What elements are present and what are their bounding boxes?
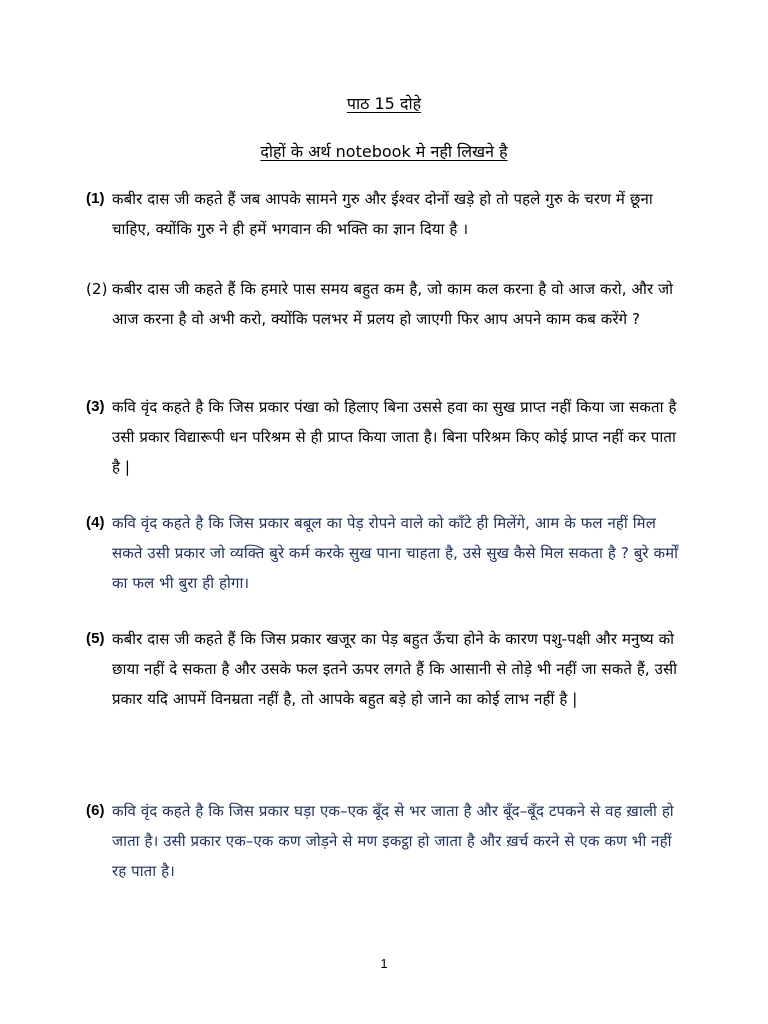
doha-number: (4) xyxy=(86,514,105,531)
page-title-text: पाठ 15 दोहे xyxy=(346,94,422,113)
doha-meaning-text: कवि वृंद कहते है कि जिस प्रकार पंखा को हिलाए बिना उससे हवा का सुख प्राप्त नहीं किया जा सकता है उसी प्रकार विद्यारूपी धन परिश्रम से ही प्राप्त किया जाता है। बिना परिश्रम किए कोई प्राप्त नहीं कर पाता है | xyxy=(112,398,677,476)
doha-meaning-text: कबीर दास जी कहते हैं कि हमारे पास समय बहुत कम है, जो काम कल करना है वो आज करो, और जो आज करना है वो अभी करो, क्योंकि पलभर में प्रलय हो जाएगी फिर आप अपने काम कब करेंगे ? xyxy=(112,280,674,328)
doha-item-5 xyxy=(86,624,684,714)
doha-number: (2) xyxy=(86,280,108,298)
doha-meaning-text: कवि वृंद कहते है कि जिस प्रकार बबूल का पेड़ रोपने वाले को काँटे ही मिलेंगे, आम के फल नहीं मिल सकते उसी प्रकार जो व्यक्ति बुरे कर्म करके सुख पाना चाहता है, उसे सुख कैसे मिल सकता है ? बुरे कर्मों का फल भी बुरा ही होगा। xyxy=(112,514,679,592)
page-subtitle-text: दोहों के अर्थ notebook मे नही लिखने है xyxy=(260,142,508,161)
doha-meaning-text: कबीर दास जी कहते हैं कि जिस प्रकार खजूर का पेड़ बहुत ऊँचा होने के कारण पशु-पक्षी और मनुष्य को छाया नहीं दे सकता है और उसके फल इतने ऊपर लगते हैं कि आसानी से तोड़े भी नहीं जा सकते हैं, उसी प्रकार यदि आपमें विनम्रता नहीं है, तो आपके बहुत बड़े हो जाने का कोई लाभ नहीं है | xyxy=(112,630,678,708)
doha-item-4 xyxy=(86,508,684,598)
doha-meaning-text: कवि वृंद कहते है कि जिस प्रकार घड़ा एक–एक बूँद से भर जाता है और बूँद–बूँद टपकने से वह ख़ाली हो जाता है। उसी प्रकार एक–एक कण जोड़ने से मण इकट्ठा हो जाता है और ख़र्च करने से एक कण भी नहीं रह पाता है। xyxy=(112,802,674,880)
page-subtitle xyxy=(0,140,768,164)
doha-meaning-text: कबीर दास जी कहते हैं जब आपके सामने गुरु और ईश्वर दोनों खड़े हो तो पहले गुरु के चरण में छूना चाहिए, क्योंकि गुरु ने ही हमें भगवान की भक्ति का ज्ञान दिया है । xyxy=(112,190,653,238)
page-title xyxy=(0,92,768,116)
doha-item-6 xyxy=(86,796,684,886)
doha-number: (6) xyxy=(86,802,105,819)
doha-number: (3) xyxy=(86,398,105,415)
doha-item-2 xyxy=(86,274,684,334)
doha-item-3 xyxy=(86,392,684,482)
doha-number: (5) xyxy=(86,630,105,647)
page-number: 1 xyxy=(380,956,388,971)
doha-number: (1) xyxy=(86,190,105,207)
doha-item-1 xyxy=(86,184,684,244)
